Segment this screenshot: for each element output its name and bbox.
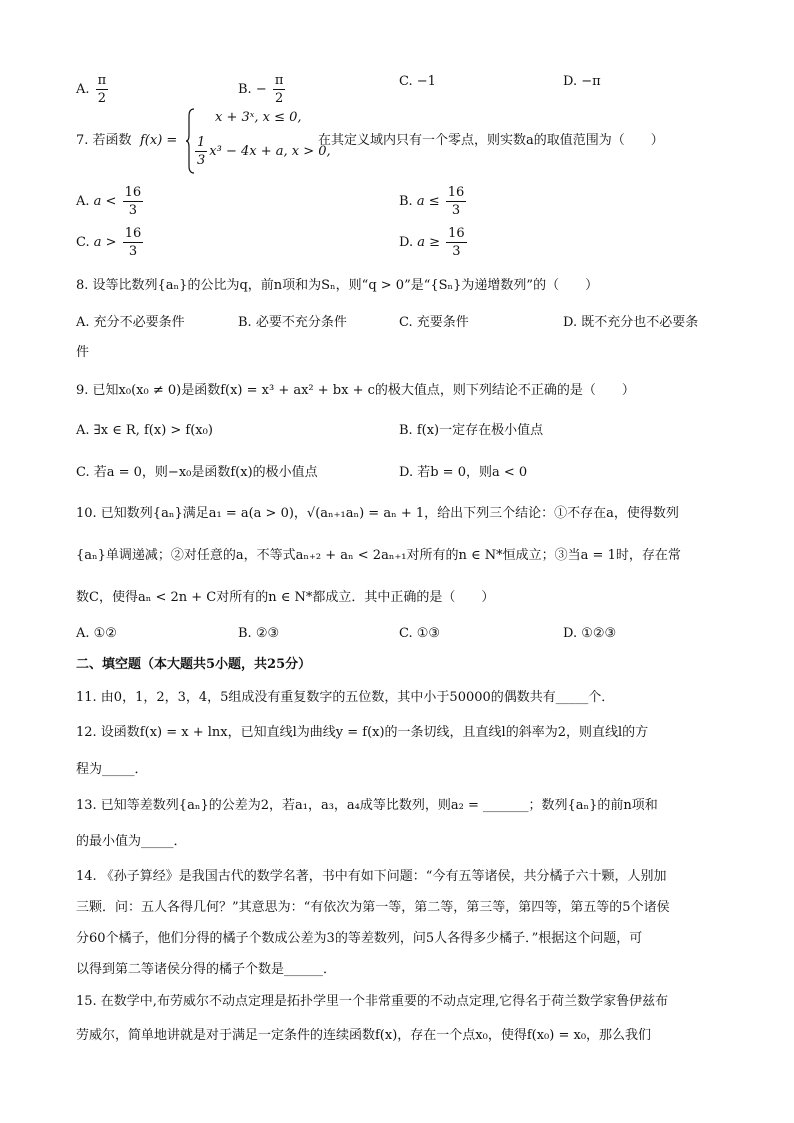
numerator: 16	[124, 185, 142, 200]
numerator: π	[274, 73, 284, 88]
q7-option-a	[76, 184, 145, 219]
q14-line-4: 以得到第二等诸侯分得的橘子个数是______．	[76, 962, 337, 977]
denominator: 2	[275, 91, 284, 106]
q8-stem: 8. 设等比数列{aₙ}的公比为q，前n项和为Sₙ，则“q > 0”是“{Sₙ}为递增数列”的（ ）	[76, 278, 599, 293]
q6-options	[76, 64, 736, 106]
q10-line-1: 10. 已知数列{aₙ}满足a₁ = a(a > 0)，√(aₙ₊₁aₙ) = aₙ + 1，给出下列三个结论：①不存在a，使得数列	[76, 506, 679, 521]
q9-option-b: B. f(x)一定存在极小值点	[399, 423, 544, 438]
q10-line-2: {aₙ}单调递减；②对任意的a，不等式aₙ₊₂ + aₙ < 2aₙ₊₁对所有的n ∈ N*恒成立；③当a = 1时，存在常	[76, 548, 681, 563]
q8-option-c: C. 充要条件	[399, 315, 469, 330]
q6-option-d: D. −π	[563, 74, 601, 89]
q7-function-name: f(x) =	[140, 133, 178, 148]
q7-piece-1: x + 3ˣ, x ≤ 0,	[215, 110, 302, 125]
q7-suffix: 在其定义域内只有一个零点，则实数a的取值范围为（ ）	[318, 133, 664, 148]
q14-line-3: 分60个橘子，他们分得的橘子个数成公差为3的等差数列，问5人各得多少橘子．”根据这个问题，可	[76, 931, 643, 946]
option-label: A.	[76, 82, 90, 97]
fraction	[123, 184, 144, 219]
q6-option-a	[76, 72, 110, 107]
denominator: 3	[451, 203, 461, 218]
q9-option-d: D. 若b = 0，则a < 0	[399, 465, 528, 480]
q8-option-a: A. 充分不必要条件	[76, 315, 185, 330]
piece-2-rest: x³ − 4x + a, x > 0,	[209, 144, 331, 159]
q7-prefix: 7. 若函数	[76, 133, 132, 148]
q15-line-1: 15. 在数学中,布劳威尔不动点定理是拓扑学里一个非常重要的不动点定理,它得名于荷兰数学家鲁伊兹布	[76, 994, 669, 1009]
q12-line-1: 12. 设函数f(x) = x + lnx，已知直线l为曲线y = f(x)的一条切线，且直线l的斜率为2，则直线l的方	[76, 725, 649, 740]
q6-option-b	[238, 72, 287, 107]
q7-option-c	[76, 225, 145, 260]
fraction	[123, 225, 144, 260]
option-expr: a >	[93, 235, 117, 250]
q13-line-1: 13. 已知等差数列{aₙ}的公差为2，若a₁，a₃，a₄成等比数列，则a₂ = _______；数列{aₙ}的前n项和	[76, 798, 658, 813]
fraction	[273, 72, 286, 107]
option-expr: a <	[93, 194, 117, 209]
numerator: 16	[447, 185, 465, 200]
denominator: 2	[97, 91, 107, 106]
q10-option-d: D. ①②③	[563, 626, 617, 641]
fraction	[446, 225, 467, 260]
option-expr: a ≥	[417, 235, 441, 250]
q8-option-d-wrap: 件	[76, 345, 90, 360]
minus-sign: −	[255, 82, 267, 97]
section-title: 二、填空题（本大题共5小题，共25分）	[76, 657, 312, 672]
fraction	[446, 184, 467, 219]
q12-line-2: 程为_____．	[76, 762, 148, 777]
numerator: π	[97, 73, 107, 88]
q9-stem: 9. 已知x₀(x₀ ≠ 0)是函数f(x) = x³ + ax² + bx + c的极大值点，则下列结论不正确的是（ ）	[76, 383, 635, 398]
q8-option-d: D. 既不充分也不必要条	[563, 315, 699, 330]
option-label: C.	[76, 235, 90, 250]
numerator: 16	[448, 226, 465, 241]
q9-option-c: C. 若a = 0，则−x₀是函数f(x)的极小值点	[76, 465, 318, 480]
q11-text: 11. 由0，1，2，3，4，5组成没有重复数字的五位数，其中小于50000的偶数共有_____个．	[76, 690, 615, 705]
q10-option-a: A. ①②	[76, 626, 117, 641]
denominator: 3	[452, 244, 461, 259]
q7-option-d	[399, 225, 469, 260]
q13-line-2: 的最小值为_____．	[76, 834, 187, 849]
q10-option-b: B. ②③	[238, 626, 280, 641]
q6-option-c: C. −1	[399, 74, 436, 89]
numerator: 1	[197, 135, 206, 150]
q15-line-2: 劳威尔，简单地讲就是对于满足一定条件的连续函数f(x)，存在一个点x₀，使得f(x₀) = x₀，那么我们	[76, 1028, 652, 1043]
option-label: D.	[399, 235, 414, 250]
fraction	[96, 72, 109, 107]
option-label: B.	[399, 194, 413, 209]
q14-line-2: 三颗．问：五人各得几何？”其意思为：“有依次为第一等，第二等，第三等，第四等，第五等的5个诸侯	[76, 900, 670, 915]
q10-line-3: 数C，使得aₙ < 2n + C对所有的n ∈ N*都成立．其中正确的是（ ）	[76, 590, 495, 605]
q8-option-b: B. 必要不充分条件	[238, 315, 347, 330]
denominator: 3	[197, 153, 206, 168]
denominator: 3	[128, 244, 138, 259]
q14-line-1: 14. 《孙子算经》是我国古代的数学名著，书中有如下问题：“今有五等诸侯，共分橘子六十颗，人别加	[76, 869, 667, 884]
q9-option-a: A. ∃x ∈ R, f(x) > f(x₀)	[76, 423, 213, 438]
option-expr: a ≤	[416, 194, 440, 209]
denominator: 3	[128, 203, 137, 218]
option-label: B.	[238, 82, 252, 97]
q7-option-b	[399, 184, 468, 219]
numerator: 16	[124, 226, 142, 241]
q7-piece-2	[193, 134, 331, 169]
fraction	[195, 134, 207, 169]
option-label: A.	[76, 194, 90, 209]
q10-option-c: C. ①③	[399, 626, 441, 641]
